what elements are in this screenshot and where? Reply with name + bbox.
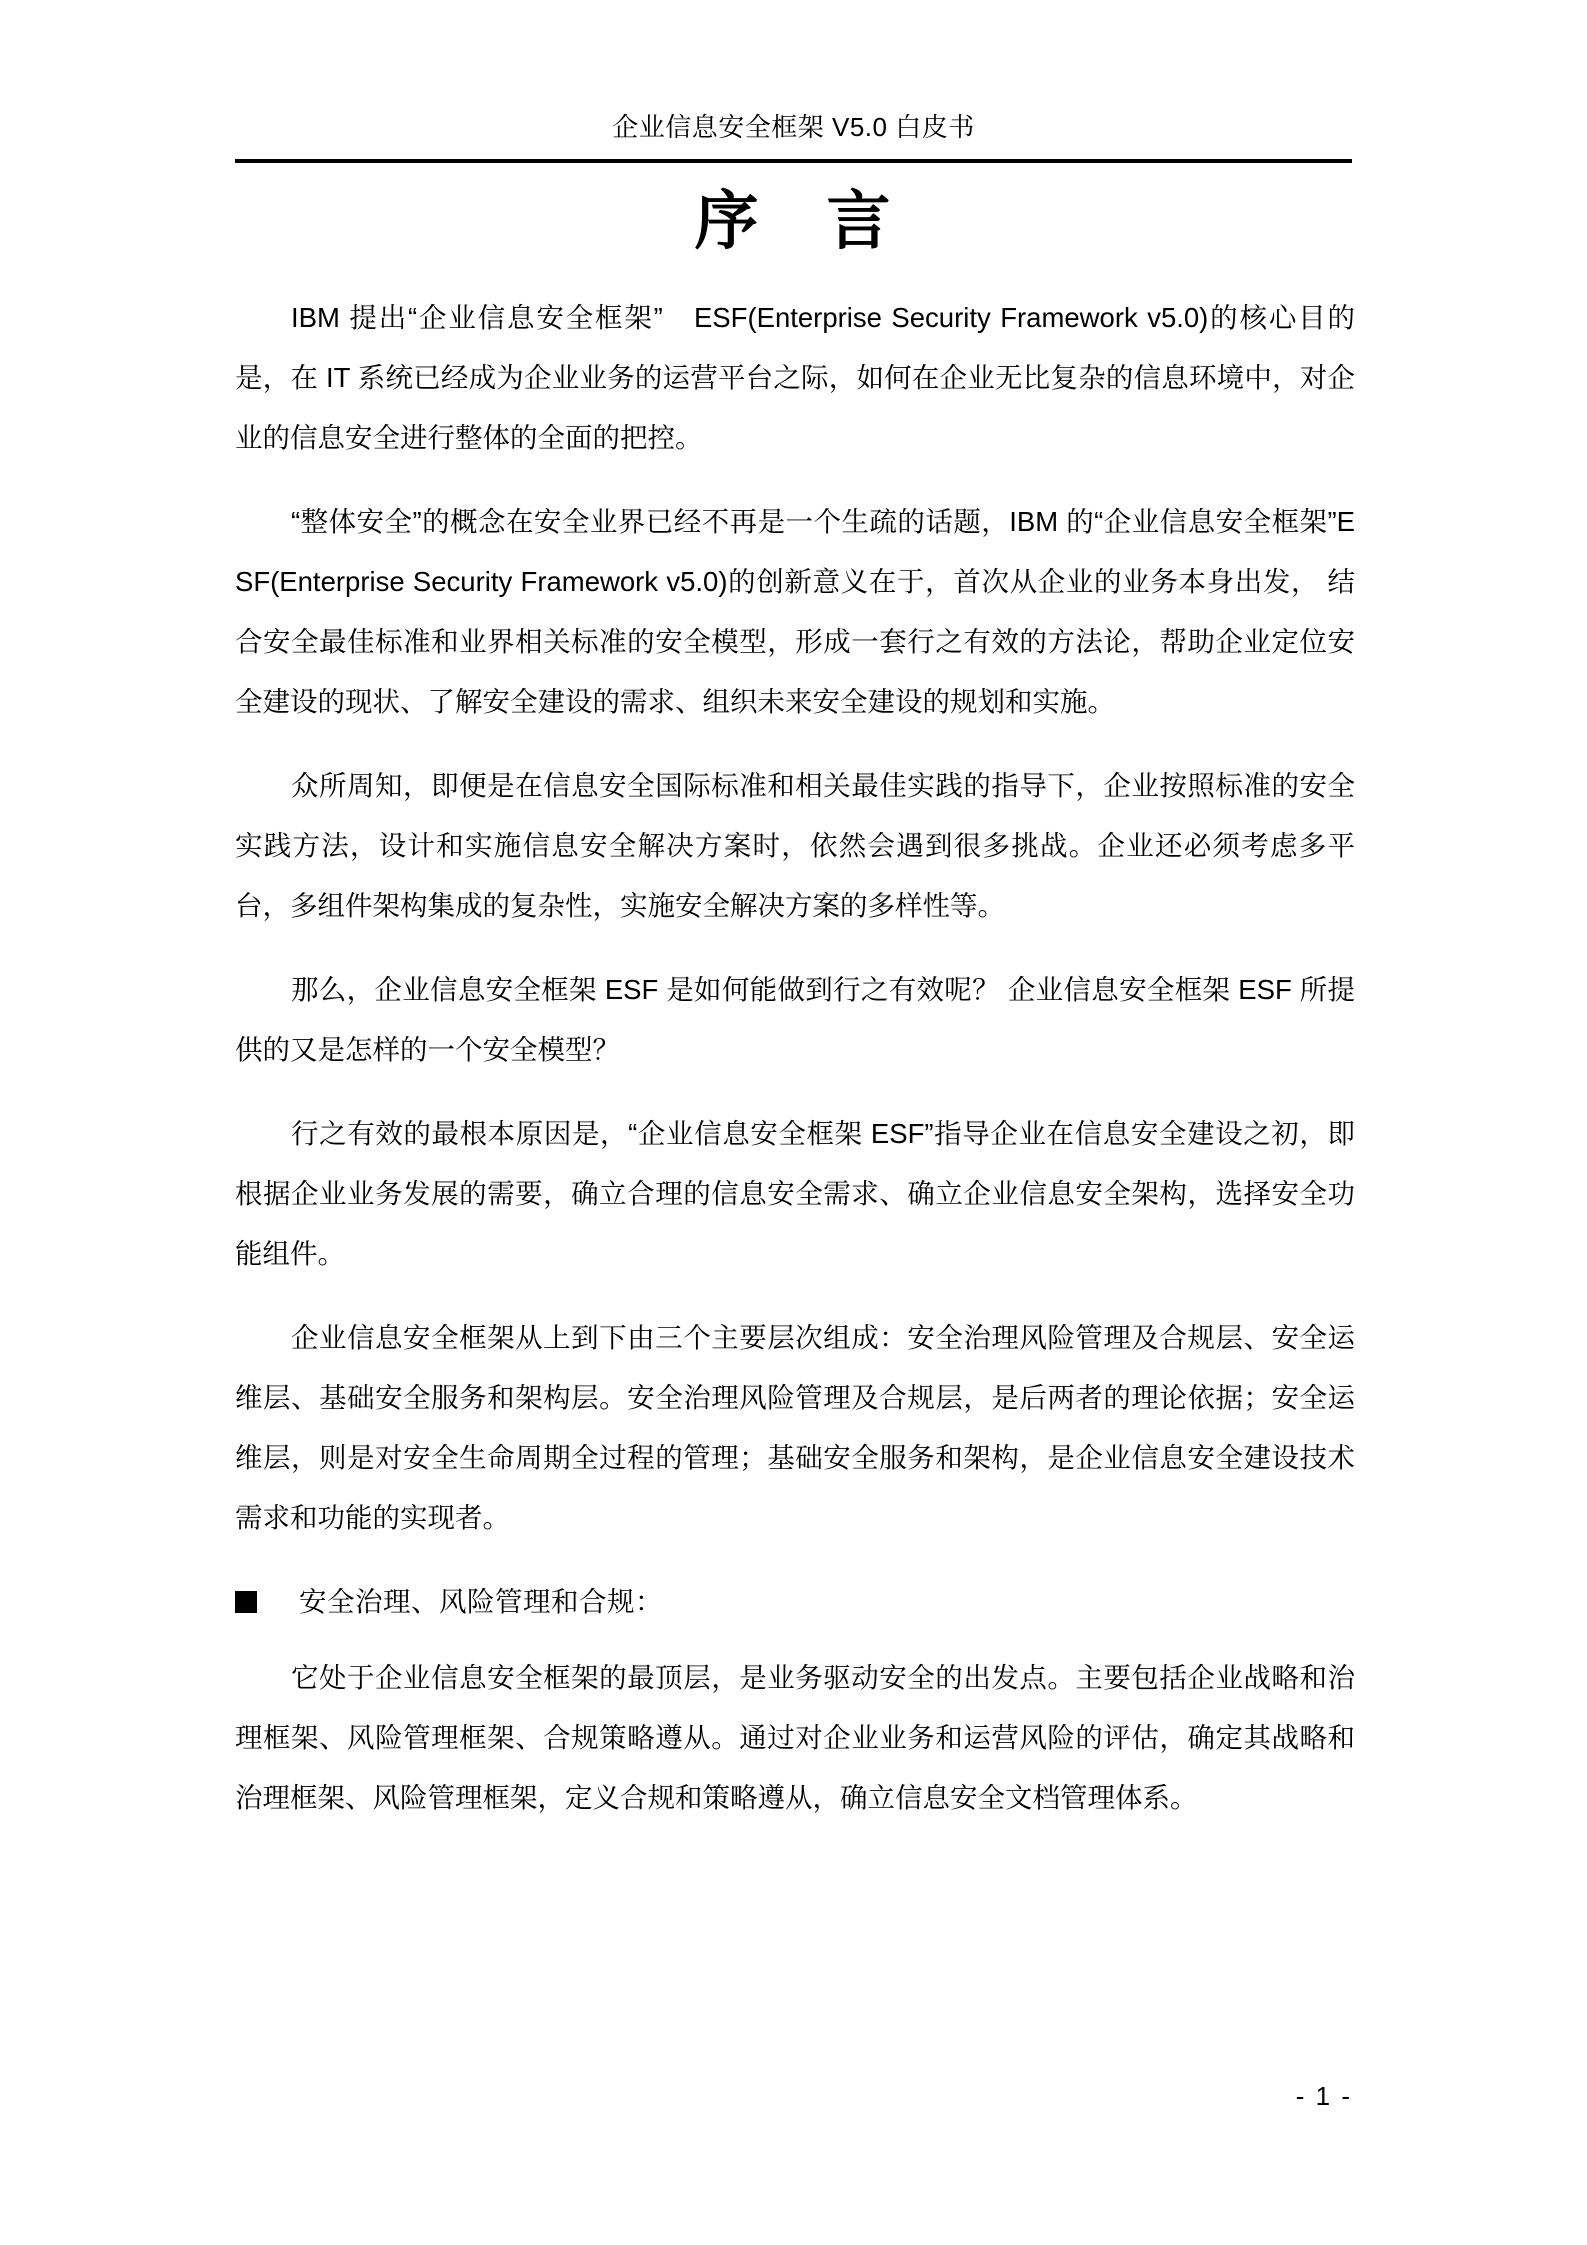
body-paragraph: 众所周知，即便是在信息安全国际标准和相关最佳实践的指导下，企业按照标准的安全实践方法，设计和实施信息安全解决方案时，依然会遇到很多挑战。企业还必须考虑多平台，多组件架构集成的复杂性，实施安全解决方案的多样性等。 (235, 770, 1355, 921)
bullet-list-item (235, 1572, 1355, 1632)
body-paragraph: 行之有效的最根本原因是，“企业信息安全框架 ESF”指导企业在信息安全建设之初，即根据企业业务发展的需要，确立合理的信息安全需求、确立企业信息安全架构，选择安全功能组件。 (235, 1118, 1355, 1269)
body-paragraph: IBM 提出“企业信息安全框架” ESF(Enterprise Security Framework v5.0)的核心目的是，在 IT 系统已经成为企业业务的运营平台之际，如何在企业无比复杂的信息环境中，对企业的信息安全进行整体的全面的把控。 (235, 302, 1355, 453)
header-divider-rule (235, 159, 1352, 163)
body-paragraph: 企业信息安全框架从上到下由三个主要层次组成：安全治理风险管理及合规层、安全运维层、基础安全服务和架构层。安全治理风险管理及合规层，是后两者的理论依据；安全运维层，则是对安全生命周期全过程的管理；基础安全服务和架构，是企业信息安全建设技术需求和功能的实现者。 (235, 1322, 1355, 1533)
page-header (235, 110, 1352, 144)
page-number: - 1 - (1295, 2081, 1352, 2111)
square-bullet-icon (235, 1591, 257, 1613)
bullet-list-item-label: 安全治理、风险管理和合规： (299, 1586, 663, 1617)
document-body (235, 288, 1355, 1828)
body-paragraph: 那么，企业信息安全框架 ESF 是如何能做到行之有效呢？ 企业信息安全框架 ESF 所提供的又是怎样的一个安全模型？ (235, 974, 1355, 1065)
page-header-title: 企业信息安全框架 V5.0 白皮书 (612, 112, 975, 142)
body-paragraph: 它处于企业信息安全框架的最顶层，是业务驱动安全的出发点。主要包括企业战略和治理框架、风险管理框架、合规策略遵从。通过对企业业务和运营风险的评估，确定其战略和治理框架、风险管理框架，定义合规和策略遵从，确立信息安全文档管理体系。 (235, 1662, 1355, 1813)
page-title: 序 言 (694, 185, 893, 257)
body-paragraph: “整体安全”的概念在安全业界已经不再是一个生疏的话题，IBM 的“企业信息安全框架”ESF(Enterprise Security Framework v5.0)的创新意义在于，首次从企业的业务本身出发， 结合安全最佳标准和业界相关标准的安全模型，形成一套行之有效的方法论，帮助企业定位安全建设的现状、了解安全建设的需求、组织未来安全建设的规划和实施。 (235, 506, 1355, 717)
